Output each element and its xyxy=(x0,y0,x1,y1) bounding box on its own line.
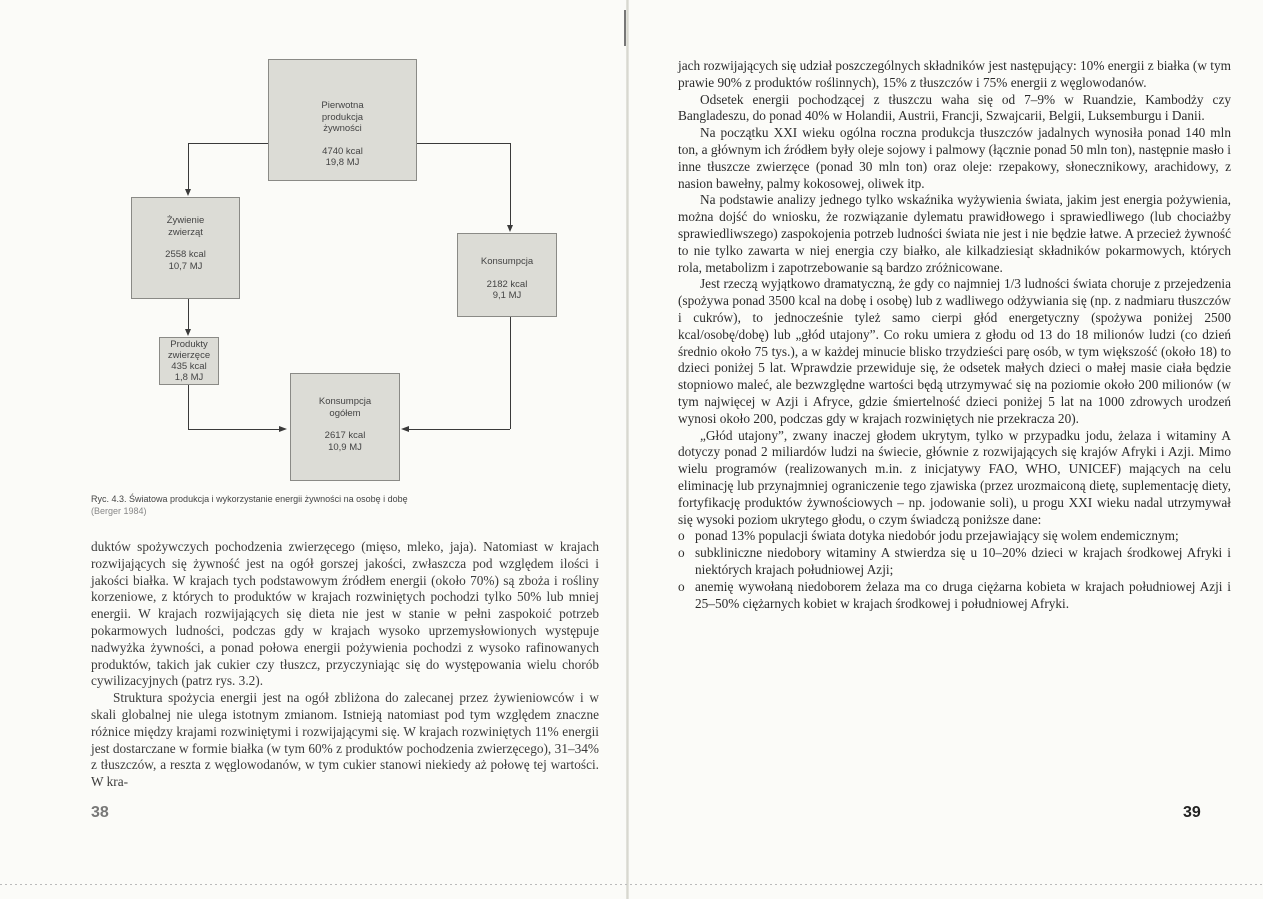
box-title: Pierwotna xyxy=(321,100,364,111)
box-kcal: 2182 kcal xyxy=(486,278,528,290)
figure-caption xyxy=(91,493,611,517)
connector-line xyxy=(188,143,268,144)
connector-line xyxy=(510,317,511,429)
paragraph: jach rozwijających się udział poszczególnych składników jest następujący: 10% energii z białka (w tym prawie 90% z produktów roślinnych), 15% z tłuszczów i 75% energii z węglowodanów. xyxy=(678,58,1231,90)
bullet-item xyxy=(678,528,1231,545)
box-kcal: 2617 kcal xyxy=(324,430,366,441)
bullet-marker-icon: o xyxy=(678,528,685,544)
box-kcal: 4740 kcal xyxy=(322,145,363,157)
box-kcal: 435 kcal xyxy=(171,361,207,372)
paragraph: duktów spożywczych pochodzenia zwierzęcego (mięso, mleko, jaja). Natomiast w krajach rozwijających się żywność jest na ogół gorszej jakości, zwłaszcza pod względem ilości i jakości białka. W krajach tych podstawowym źródłem energii (około 70%) są zboża i rośliny korzeniowe, z których to produktów w krajach rozwiniętych pochodzi tylko 50% lub mniej energii. W krajach rozwijających się dieta nie jest w stanie w pełni zaspokoić potrzeb pokarmowych ludności, podczas gdy w krajach wysoko uprzemysłowionych występuje nadwyżka żywności, a ponad połowa energii pożywienia pochodzi z wysoko rafinowanych produktów, takich jak cukier czy tłuszcz, przyczyniając się do występowania wielu chorób cywilizacyjnych (patrz rys. 3.2). xyxy=(91,539,599,689)
box-kcal: 2558 kcal xyxy=(165,249,206,260)
connector-line xyxy=(408,429,510,430)
caption-source: (Berger 1984) xyxy=(91,506,147,516)
box-mj: 10,9 MJ xyxy=(328,441,362,453)
paragraph: Odsetek energii pochodzącej z tłuszczu waha się od 7–9% w Ruandzie, Kambodży czy Bangladeszu, do ponad 40% w Holandii, Austrii, Francji, Szwajcarii, Belgii, Luksemburgu i Danii. xyxy=(678,91,1231,124)
box-title: Produkty xyxy=(170,339,208,350)
page-number-right: 39 xyxy=(1183,804,1201,821)
box-total-consumption xyxy=(290,373,400,481)
arrow-down-icon xyxy=(185,189,191,196)
box-title: zwierząt xyxy=(168,226,203,238)
box-title: zwierzęce xyxy=(167,350,211,361)
bullet-text: anemię wywołaną niedoborem żelaza ma co druga ciężarna kobieta w krajach południowej Azji i 25–50% ciężarnych kobiet w krajach środkowej i południowej Afryki. xyxy=(695,578,1231,611)
connector-line xyxy=(417,143,510,144)
arrow-down-icon xyxy=(185,329,191,336)
box-animal-products xyxy=(159,337,219,385)
box-animal-feed xyxy=(131,197,240,299)
arrow-down-icon xyxy=(507,225,513,232)
bullet-text: ponad 13% populacji świata dotyka niedobór jodu przejawiający się wolem endemicznym; xyxy=(695,528,1179,544)
caption-label: Ryc. 4.3. xyxy=(91,494,127,504)
paragraph: Na początku XXI wieku ogólna roczna produkcja tłuszczów jadalnych wynosiła ponad 140 mln ton, a głównym ich źródłem były oleje sojowy i palmowy (łącznie ponad 50 mln ton), następnie masło i inne tłuszcze zwierzęce (ponad 30 mln ton) oraz oleje: rzepakowy, słonecznikowy, arachidowy, z nasion bawełny, palmy kokosowej, oliwek itp. xyxy=(678,125,1231,191)
box-mj: 19,8 MJ xyxy=(325,157,360,168)
paragraph: Na podstawie analizy jednego tylko wskaźnika wyżywienia świata, jakim jest energia pożywienia, można dojść do wniosku, że rozwiązanie dylematu prawidłowego i sprawiedliwego (lub chociażby sprawiedliwszego) zaspokojenia potrzeb ludności świata nie jest i nie będzie łatwe. A przecież żywność to nie tylko zawarta w niej energia czy białko, ale kilkadziesiąt składników pokarmowych, których rola, metabolizm i zapotrzebowanie są bardzo zróżnicowane. xyxy=(678,192,1231,275)
left-body-text xyxy=(91,539,599,791)
box-title: żywności xyxy=(323,123,362,134)
bullet-marker-icon: o xyxy=(678,545,685,561)
connector-line xyxy=(188,299,189,329)
box-mj: 10,7 MJ xyxy=(168,260,203,272)
box-consumption xyxy=(457,233,557,317)
bullet-item xyxy=(678,579,1231,613)
box-mj: 9,1 MJ xyxy=(492,290,522,301)
right-page xyxy=(632,0,1263,899)
box-title: Żywienie xyxy=(166,215,205,226)
page-number-left: 38 xyxy=(91,804,109,821)
connector-line xyxy=(188,385,189,429)
connector-line xyxy=(188,429,282,430)
box-title: Konsumpcja xyxy=(480,256,534,267)
right-body-text xyxy=(678,58,1231,612)
arrow-right-icon xyxy=(279,426,287,432)
paragraph: Struktura spożycia energii jest na ogół zbliżona do zalecanej przez żywieniowców i w skali globalnej nie ulega istotnym zmianom. Istnieją natomiast pod tym względem znaczne różnice między krajami rozwiniętymi i rozwijającymi się. W krajach rozwiniętych 11% energii jest dostarczane w formie białka (w tym 60% z produktów pochodzenia zwierzęcego), 31–34% z tłuszczów, a reszta z węglowodanów, w tym cukier stanowi niekiedy aż połowę tej wartości. W kra- xyxy=(91,690,599,790)
paragraph: Jest rzeczą wyjątkowo dramatyczną, że gdy co najmniej 1/3 ludności świata choruje z przejedzenia (spożywa ponad 3500 kcal na dobę i osobę) lub z wadliwego odżywiania się (np. z nadmiaru tłuszczów i cukrów), to jednocześnie tyleż samo cierpi głód energetyczny (spożywa poniżej 2500 kcal/osobę/dobę) lub „głód utajony”. Co roku umiera z głodu od 13 do 18 milionów ludzi (co dzień średnio około 75 tys.), a w każdej minucie blisko trzydzieści parę osób, w tym większość (około 18) to dzieci poniżej 5 lat. Wprawdzie przewiduje się, że odsetek małych dzieci o małej masie ciała będzie stopniowo maleć, ale bezwzględne wartości będą utrzymywać się na poziomie około 200 milionów (w tym najwięcej w Azji i Afryce, gdzie śmiertelność dzieci poniżej 5 lat na 1000 zdrowych urodzeń wynosi około 200, podczas gdy w krajach rozwiniętych nie przekracza 20). xyxy=(678,276,1231,426)
scan-edge xyxy=(0,884,1263,885)
arrow-left-icon xyxy=(401,426,409,432)
connector-line xyxy=(188,143,189,189)
box-primary-production xyxy=(268,59,417,181)
box-title: Konsumpcja xyxy=(318,396,372,407)
bullet-item xyxy=(678,545,1231,579)
box-mj: 1,8 MJ xyxy=(174,372,204,383)
bullet-marker-icon: o xyxy=(678,578,685,594)
connector-line xyxy=(510,143,511,225)
bullet-text: subkliniczne niedobory witaminy A stwierdza się u 10–20% dzieci w krajach środkowej Afryki i niektórych krajach południowej Azji; xyxy=(695,545,1231,577)
caption-text: Światowa produkcja i wykorzystanie energii żywności na osobę i dobę xyxy=(129,494,408,504)
box-title: ogółem xyxy=(329,407,361,419)
paragraph: „Głód utajony”, zwany inaczej głodem ukrytym, tylko w przypadku jodu, żelaza i witaminy A dotyczy ponad 2 miliardów ludzi na świecie, głównie z rozwijających się krajów Afryki i Azji. Mimo wielu programów (realizowanych m.in. z inicjatywy FAO, WHO, UNICEF) mających na celu eliminację lub przynajmniej ograniczenie tego zjawiska (przez urozmaiconą dietę, suplementację diety, fortyfikację produktów żywnościowych – np. jodowanie soli), u progu XXI wieku nadal utrzymywał się wysoki poziom ukrytego głodu, o czym świadczą poniższe dane: xyxy=(678,427,1231,527)
left-page xyxy=(0,0,628,899)
box-title: produkcja xyxy=(321,111,364,123)
